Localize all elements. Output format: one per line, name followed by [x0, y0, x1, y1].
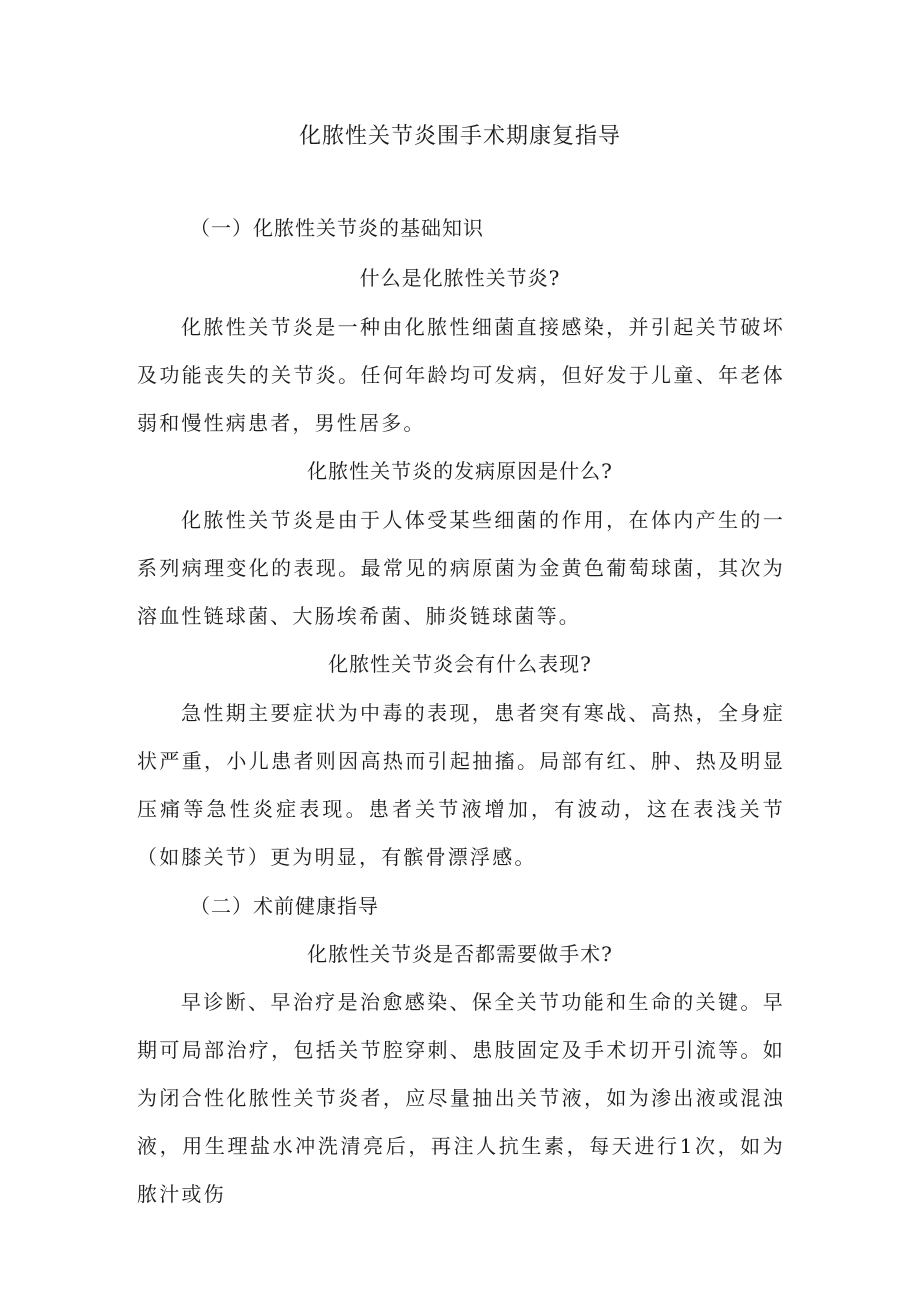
question-cause: 化脓性关节炎的发病原因是什么? [307, 459, 613, 483]
answer-what-is: 化脓性关节炎是一种由化脓性细菌直接感染，并引起关节破坏及功能丧失的关节炎。任何年龄均可发病，但好发于儿童、年老体弱和慢性病患者，男性居多。 [137, 315, 785, 435]
question-what-is: 什么是化脓性关节炎? [359, 266, 561, 290]
section-heading-basics: （一）化脓性关节炎的基础知识 [190, 216, 484, 240]
document-title: 化脓性关节炎围手术期康复指导 [298, 124, 621, 149]
section-heading-preop: （二）术前健康指导 [190, 894, 379, 918]
answer-surgery-needed: 早诊断、早治疗是治愈感染、保全关节功能和生命的关键。早期可局部治疗，包括关节腔穿刺、患肢固定及手术切开引流等。如为闭合性化脓性关节炎者，应尽量抽出关节液，如为渗出液或混浊液，用生理盐水冲洗清亮后，再注人抗生素，每天进行1次，如为脓汁或伤 [137, 990, 785, 1206]
question-symptoms: 化脓性关节炎会有什么表现? [328, 652, 592, 676]
question-surgery-needed: 化脓性关节炎是否都需要做手术? [307, 942, 613, 966]
answer-cause: 化脓性关节炎是由于人体受某些细菌的作用，在体内产生的一系列病理变化的表现。最常见的病原菌为金黄色葡萄球菌，其次为溶血性链球菌、大肠埃希菌、肺炎链球菌等。 [137, 508, 785, 628]
answer-symptoms: 急性期主要症状为中毒的表现，患者突有寒战、高热，全身症状严重，小儿患者则因高热而引起抽搐。局部有红、肿、热及明显压痛等急性炎症表现。患者关节液增加，有波动，这在表浅关节（如膝关节）更为明显，有髌骨漂浮感。 [137, 701, 785, 869]
